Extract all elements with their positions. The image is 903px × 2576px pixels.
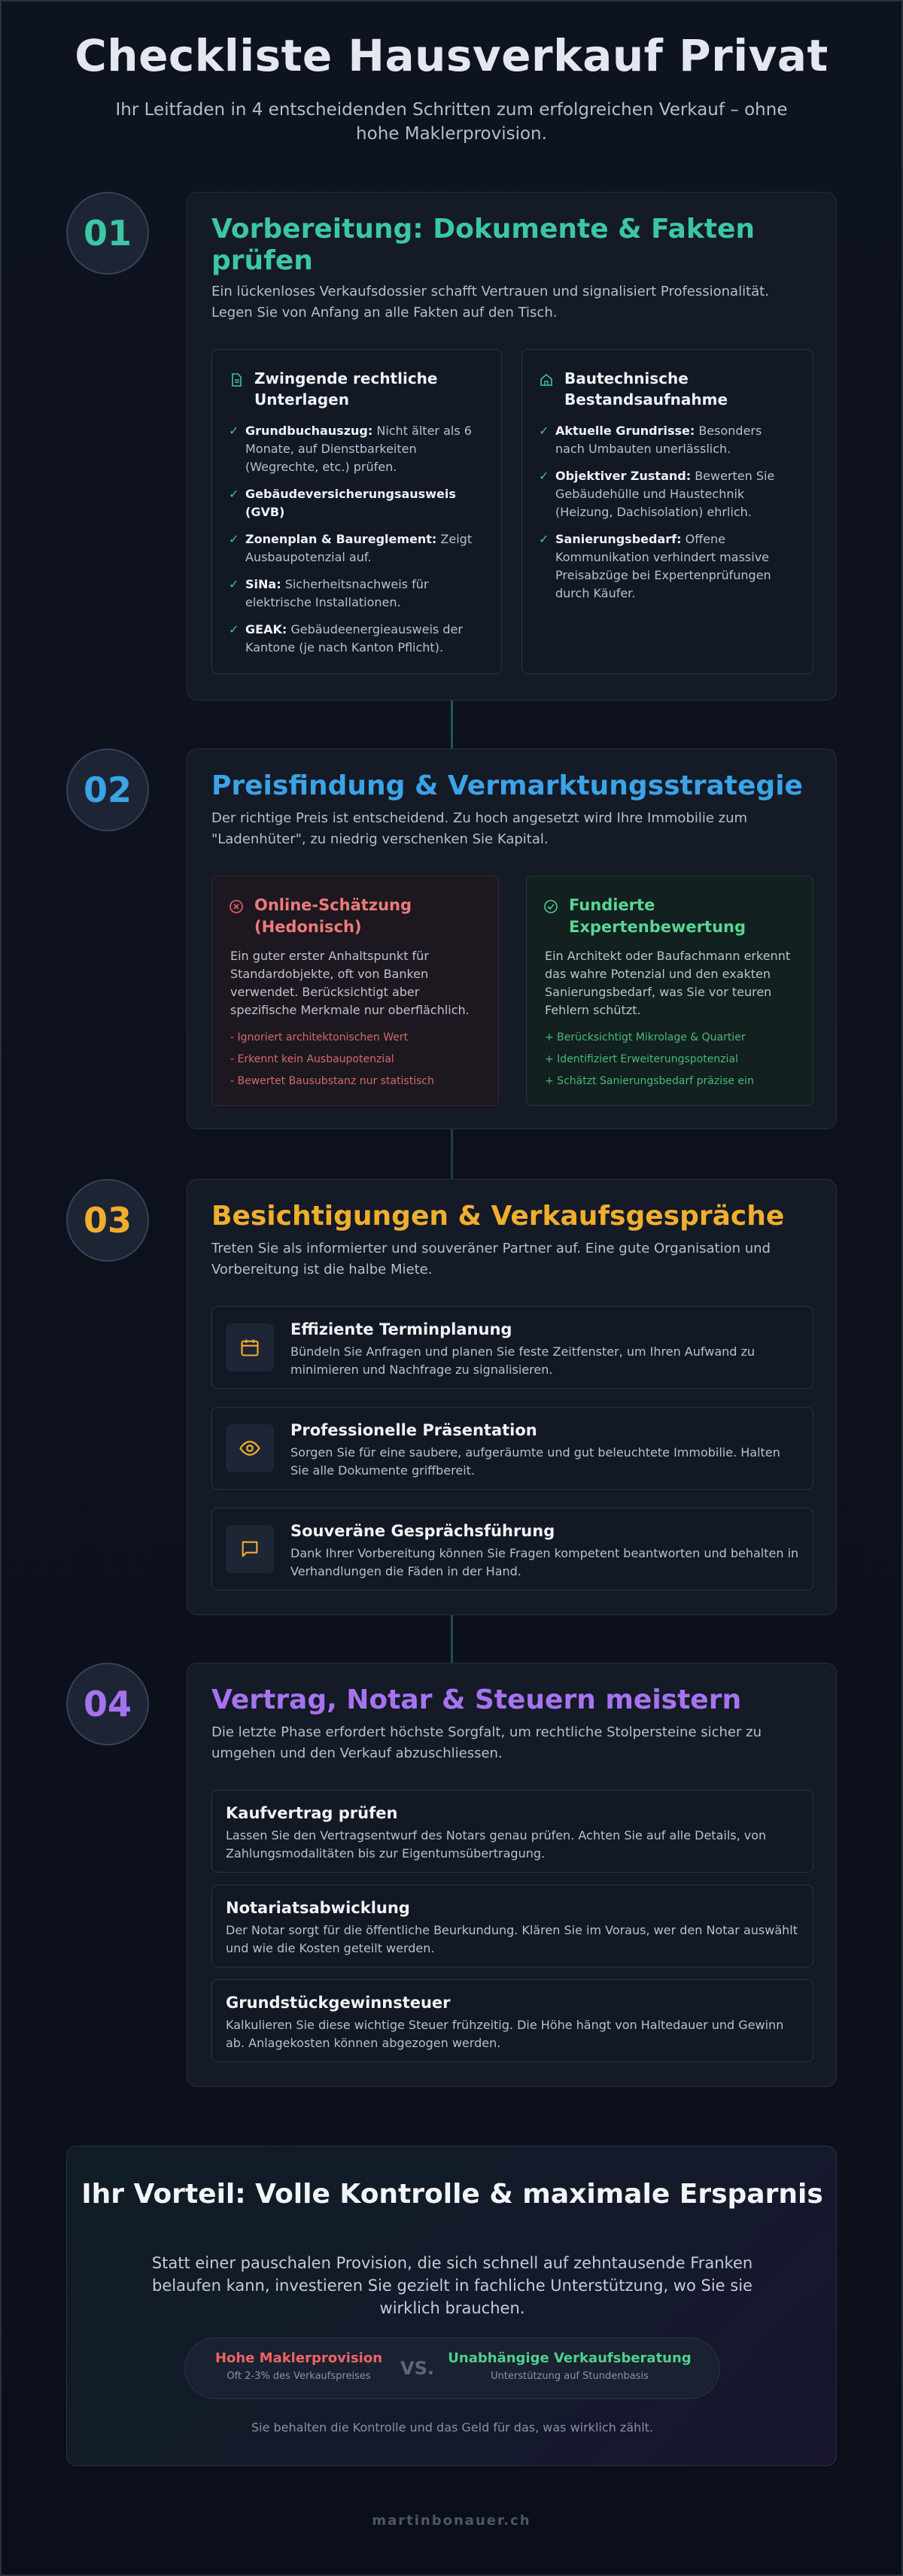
- summary-title: Ihr Vorteil: Volle Kontrolle & maximale Ersparnis: [81, 2179, 823, 2210]
- item-description: Der Notar sorgt für die öffentliche Beurkundung. Klären Sie im Voraus, wer den Notar auswählt und wie die Kosten geteilt werden.: [226, 1923, 798, 1955]
- broker-commission-subtitle: Oft 2-3% des Verkaufspreises: [227, 2371, 371, 2382]
- online-estimate-title: Online-Schätzung (Hedonisch): [254, 896, 412, 936]
- legal-documents-box: [211, 349, 502, 674]
- step-badge-01: 01: [66, 192, 149, 275]
- versus-label: VS.: [400, 2358, 434, 2379]
- capital-gains-tax-item: [211, 1979, 813, 2062]
- check-icon: ✓: [229, 577, 239, 591]
- x-circle-icon: [229, 895, 254, 938]
- item-title: Kaufvertrag prüfen: [226, 1804, 398, 1822]
- feature-presentation: [211, 1407, 813, 1490]
- online-estimate-description: Ein guter erster Anhaltspunkt für Standardobjekte, oft von Banken verwendet. Berücksichtigt aber spezifische Merkmale nur oberflächlich.: [230, 949, 470, 1017]
- comparison-pill: [184, 2338, 720, 2399]
- page-title: Checkliste Hausverkauf Privat: [74, 30, 829, 81]
- item-description: Lassen Sie den Vertragsentwurf des Notars genau prüfen. Achten Sie auf alle Details, von Zahlungsmodalitäten bis zur Eigentumsübertragung.: [226, 1828, 767, 1861]
- page-header: [0, 30, 903, 146]
- item-title: Grundstückgewinnsteuer: [226, 1994, 451, 2012]
- check-circle-icon: [543, 895, 569, 938]
- list-item: ✓ Zonenplan & Baureglement: Zeigt Ausbaupotenzial auf.: [229, 532, 473, 564]
- check-icon: ✓: [229, 532, 239, 546]
- item-title: Notariatsabwicklung: [226, 1899, 410, 1917]
- legal-documents-title: Zwingende rechtliche Unterlagen: [254, 369, 438, 409]
- check-icon: ✓: [539, 424, 549, 438]
- step-card-pricing: [187, 749, 837, 1129]
- list-item: - Ignoriert architektonischen Wert: [230, 1031, 409, 1043]
- list-item: - Bewertet Bausubstanz nur statistisch: [230, 1075, 434, 1087]
- calendar-icon: [226, 1323, 274, 1372]
- contract-review-item: [211, 1790, 813, 1873]
- summary-note: Sie behalten die Kontrolle und das Geld für das, was wirklich zählt.: [251, 2420, 654, 2435]
- expert-valuation-description: Ein Architekt oder Baufachmann erkennt das wahre Potenzial und den exakten Sanierungsbedarf, was Sie vor teuren Fehlern schützt.: [545, 949, 791, 1017]
- step-description: Ein lückenloses Verkaufsdossier schafft Vertrauen und signalisiert Professionalität. Legen Sie von Anfang an alle Fakten auf den Tisch.: [211, 284, 769, 320]
- check-icon: ✓: [539, 532, 549, 546]
- feature-title: Professionelle Präsentation: [290, 1421, 537, 1439]
- summary-description: Statt einer pauschalen Provision, die sich schnell auf zehntausende Franken belaufen kann, investieren Sie gezielt in fachliche Unterstützung, wo Sie sie wirklich brauchen.: [151, 2254, 753, 2317]
- list-item: ✓ Objektiver Zustand: Bewerten Sie Gebäudehülle und Haustechnik (Heizung, Dachisolation) ehrlich.: [539, 469, 775, 519]
- chat-icon: [226, 1525, 274, 1573]
- list-item: ✓ Grundbuchauszug: Nicht älter als 6 Monate, auf Dienstbarkeiten (Wegrechte, etc.) prüfen.: [229, 424, 472, 474]
- list-item: + Identifiziert Erweiterungspotenzial: [545, 1053, 738, 1065]
- expert-valuation-pros: [545, 1030, 754, 1095]
- list-item: ✓ Aktuelle Grundrisse: Besonders nach Umbauten unerlässlich.: [539, 424, 762, 456]
- step-card-viewings: [187, 1179, 837, 1615]
- step-card-preparation: [187, 192, 837, 700]
- online-estimate-box: [211, 876, 499, 1106]
- feature-description: Sorgen Sie für eine saubere, aufgeräumte und gut beleuchtete Immobilie. Halten Sie alle Dokumente griffbereit.: [290, 1445, 780, 1478]
- check-icon: ✓: [539, 469, 549, 483]
- online-estimate-cons: [230, 1030, 434, 1095]
- independent-advice-title: Unabhängige Verkaufsberatung: [448, 2350, 692, 2366]
- legal-documents-list: [229, 422, 481, 666]
- technical-inventory-list: [539, 422, 791, 612]
- step-card-contract: [187, 1663, 837, 2087]
- item-description: Kalkulieren Sie diese wichtige Steuer frühzeitig. Die Höhe hängt von Haltedauer und Gewinn ab. Anlagekosten können abgezogen werden.: [226, 2018, 784, 2050]
- feature-title: Souveräne Gesprächsführung: [290, 1522, 555, 1540]
- online-estimate-header: [229, 895, 480, 938]
- step-badge-04: 04: [66, 1663, 149, 1745]
- summary-panel: [66, 2146, 837, 2466]
- feature-conversation: [211, 1508, 813, 1590]
- step-badge-03: 03: [66, 1179, 149, 1262]
- step-title: Preisfindung & Vermarktungsstrategie: [211, 770, 803, 801]
- check-icon: ✓: [229, 487, 239, 501]
- house-icon: [539, 368, 564, 390]
- check-icon: ✓: [229, 622, 239, 636]
- independent-advice-subtitle: Unterstützung auf Stundenbasis: [491, 2371, 649, 2382]
- technical-inventory-header: [539, 368, 783, 410]
- step-description: Die letzte Phase erfordert höchste Sorgfalt, um rechtliche Stolpersteine sicher zu umgehen und den Verkauf abzuschliessen.: [211, 1724, 762, 1761]
- step-title: Vertrag, Notar & Steuern meistern: [211, 1684, 742, 1715]
- list-item: ✓ Gebäudeversicherungsausweis (GVB): [229, 487, 456, 519]
- list-item: + Berücksichtigt Mikrolage & Quartier: [545, 1031, 746, 1043]
- list-item: ✓ GEAK: Gebäudeenergieausweis der Kantone (je nach Kanton Pflicht).: [229, 622, 463, 655]
- notary-item: [211, 1885, 813, 1967]
- step-description: Treten Sie als informierter und souveräner Partner auf. Eine gute Organisation und Vorbereitung ist die halbe Miete.: [211, 1241, 771, 1277]
- step-description: Der richtige Preis ist entscheidend. Zu hoch angesetzt wird Ihre Immobilie zum "Ladenhüter", zu niedrig verschenken Sie Kapital.: [211, 810, 748, 847]
- step-badge-02: 02: [66, 749, 149, 831]
- eye-icon: [226, 1424, 274, 1472]
- feature-description: Bündeln Sie Anfragen und planen Sie feste Zeitfenster, um Ihren Aufwand zu minimieren und Nachfrage zu signalisieren.: [290, 1344, 756, 1377]
- step-title: Besichtigungen & Verkaufsgespräche: [211, 1201, 785, 1232]
- feature-scheduling: [211, 1306, 813, 1389]
- list-item: + Schätzt Sanierungsbedarf präzise ein: [545, 1075, 754, 1087]
- expert-valuation-title: Fundierte Expertenbewertung: [569, 896, 746, 936]
- legal-documents-header: [229, 368, 473, 410]
- page-subtitle: Ihr Leitfaden in 4 entscheidenden Schritten zum erfolgreichen Verkauf – ohne hohe Maklerprovision.: [115, 100, 788, 144]
- broker-commission: [212, 2350, 385, 2382]
- independent-advice: [445, 2350, 694, 2382]
- technical-inventory-box: [521, 349, 813, 674]
- list-item: - Erkennt kein Ausbaupotenzial: [230, 1053, 394, 1065]
- list-item: ✓ Sanierungsbedarf: Offene Kommunikation verhindert massive Preisabzüge bei Expertenprüfungen durch Käufer.: [539, 532, 771, 600]
- document-icon: [229, 368, 254, 390]
- list-item: ✓ SiNa: Sicherheitsnachweis für elektrische Installationen.: [229, 577, 429, 609]
- check-icon: ✓: [229, 424, 239, 438]
- feature-title: Effiziente Terminplanung: [290, 1320, 512, 1338]
- feature-description: Dank Ihrer Vorbereitung können Sie Fragen kompetent beantworten und behalten in Verhandlungen die Fäden in der Hand.: [290, 1546, 799, 1578]
- expert-valuation-box: [526, 876, 813, 1106]
- footer-site-link[interactable]: martinbonauer.ch: [372, 2513, 531, 2529]
- technical-inventory-title: Bautechnische Bestandsaufnahme: [564, 369, 728, 409]
- expert-valuation-header: [543, 895, 795, 938]
- step-title: Vorbereitung: Dokumente & Fakten prüfen: [211, 214, 756, 276]
- broker-commission-title: Hohe Maklerprovision: [214, 2350, 383, 2366]
